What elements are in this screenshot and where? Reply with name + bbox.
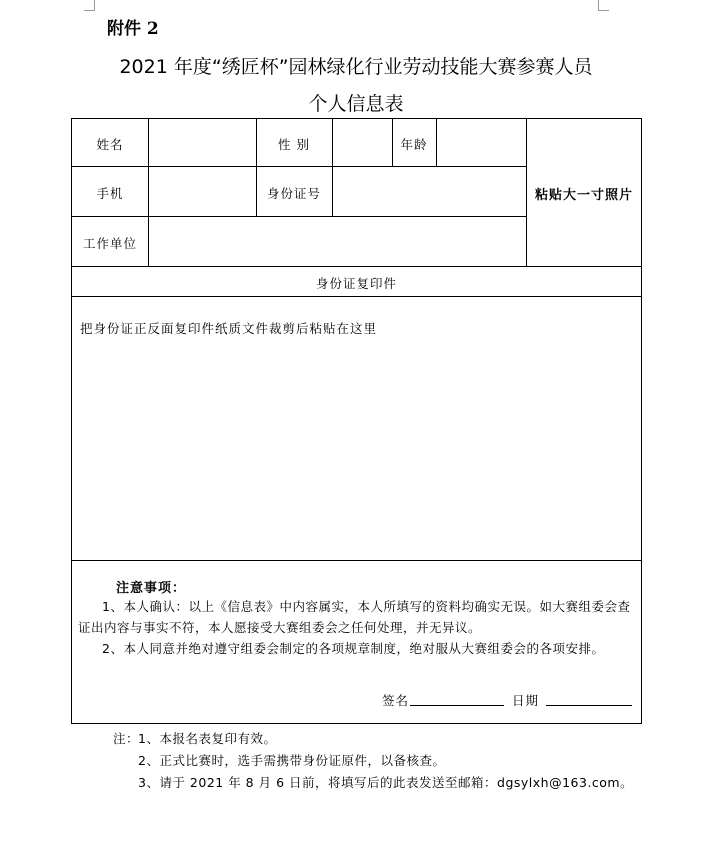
- crop-mark-top-right: [598, 0, 609, 11]
- paste-instruction: 把身份证正反面复印件纸质文件裁剪后粘贴在这里: [80, 321, 378, 336]
- notes-heading: 注意事项：: [116, 581, 187, 596]
- footer-note-3: 3、请于 2021 年 8 月 6 日前，将填写后的此表发送至邮箱：dgsylxh@163.com。: [138, 775, 634, 790]
- employer-label: 工作单位: [82, 236, 137, 251]
- grid-line: [72, 560, 641, 561]
- gender-label: 性 别: [278, 137, 310, 152]
- signature-label: 签名: [382, 693, 410, 708]
- signature-line[interactable]: [410, 705, 504, 706]
- grid-line: [72, 296, 641, 297]
- document-title: 2021 年度“绣匠杯”园林绿化行业劳动技能大赛参赛人员: [119, 56, 593, 78]
- employer-field[interactable]: [149, 217, 526, 265]
- name-field[interactable]: [149, 120, 256, 165]
- footer-note-1: 1、本报名表复印有效。: [138, 731, 277, 746]
- id-number-field[interactable]: [333, 167, 526, 215]
- footer-prefix: 注：: [113, 731, 140, 746]
- phone-field[interactable]: [149, 167, 256, 215]
- id-copy-label: 身份证复印件: [315, 276, 397, 291]
- grid-line: [72, 266, 641, 267]
- age-field[interactable]: [437, 120, 526, 165]
- phone-label: 手机: [96, 186, 124, 201]
- name-label: 姓名: [96, 137, 124, 152]
- date-line[interactable]: [546, 705, 632, 706]
- date-label: 日期: [512, 693, 540, 708]
- gender-field[interactable]: [333, 120, 392, 165]
- id-number-label: 身份证号: [266, 186, 321, 201]
- info-form-table: [71, 118, 642, 724]
- note-item-2: 2、本人同意并绝对遵守组委会制定的各项规章制度，绝对服从大赛组委会的各项安排。: [102, 641, 605, 656]
- footer-note-2: 2、正式比赛时，选手需携带身份证原件，以备核查。: [138, 753, 446, 768]
- age-label: 年龄: [400, 137, 428, 152]
- crop-mark-top-left: [84, 0, 95, 11]
- photo-placeholder: 粘贴大一寸照片: [534, 188, 633, 203]
- attachment-label: 附件 2: [107, 19, 159, 39]
- note-item-1: 1、本人确认：以上《信息表》中内容属实，本人所填写的资料均确实无误。如大赛组委会查证出内容与事实不符，本人愿接受大赛组委会之任何处理，并无异议。: [78, 599, 631, 635]
- document-subtitle: 个人信息表: [308, 93, 404, 115]
